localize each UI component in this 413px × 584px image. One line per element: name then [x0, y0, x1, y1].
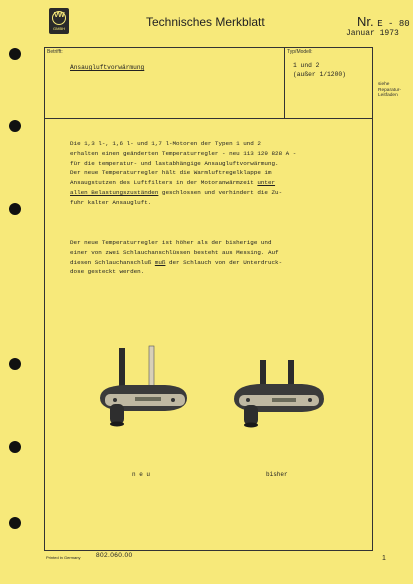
underlined-text: unter	[257, 179, 276, 187]
header-divider	[44, 118, 373, 119]
side-note-line: Reparatur-	[378, 87, 401, 93]
body-line: Der neue Temperaturregler ist höher als der bisherige und	[70, 239, 272, 246]
old-regulator-photo	[230, 355, 330, 435]
paragraph-1	[70, 139, 296, 208]
document-date: Januar 1973	[346, 29, 399, 38]
logo-brand: VW	[53, 12, 65, 19]
body-line: für die temperatur- und lastabhängige Ansaugluftvorwärmung.	[70, 159, 279, 167]
body-line: allen Belastungszuständen geschlossen und verhindert die Zu-	[70, 188, 283, 196]
body-line: fuhr kalter Ansaugluft.	[70, 198, 152, 206]
typ-label: Typ/Modell:	[287, 49, 313, 55]
vw-logo	[49, 8, 69, 34]
punch-hole	[9, 48, 21, 60]
body-line: Ansaugstutzen des Luftfilters in der Motoranwärmzeit unter	[70, 179, 276, 187]
side-note-line: Leitfaden	[378, 93, 398, 99]
body-line: Der neue Temperaturregler hält die Warmluftregelklappe im	[70, 169, 272, 177]
content-frame	[44, 47, 373, 551]
paragraph-2	[70, 238, 282, 277]
body-line: einer von zwei Schlauchanschlüssen besteht aus Messing. Auf	[70, 248, 279, 256]
typ-line-2: (außer 1/1200)	[293, 71, 346, 78]
caption-new: n e u	[132, 471, 151, 478]
printed-in: Printed in Germany	[46, 555, 81, 560]
body-line: erhalten einen geänderten Temperaturregler - neu 113 129 828 A -	[70, 149, 297, 157]
document-number	[357, 14, 410, 29]
betreff-value: Ansaugluftvorwärmung	[70, 64, 145, 71]
punch-hole	[9, 203, 21, 215]
punch-hole	[9, 441, 21, 453]
body-line: diesen Schlauchanschluß muß der Schlauch von der Unterdruck-	[70, 258, 283, 266]
logo-subtext: GMBH	[53, 26, 65, 31]
body-line: Die 1,3 l-, 1,6 l- und 1,7 l-Motoren der Typen 1 und 2	[70, 140, 261, 147]
betreff-label: Betrifft:	[47, 49, 63, 55]
page-number: 1	[382, 555, 386, 562]
underlined-text: muß	[154, 258, 166, 266]
nr-value: E - 80	[377, 19, 410, 29]
side-note-line: siehe	[378, 82, 390, 87]
body-line: dose gesteckt werden.	[70, 268, 145, 276]
typ-value	[293, 61, 346, 79]
punch-hole	[9, 517, 21, 529]
punch-hole	[9, 120, 21, 132]
document-title: Technisches Merkblatt	[146, 15, 265, 29]
field-divider	[284, 47, 285, 118]
underlined-text: allen Belastungszuständen	[70, 188, 159, 196]
document-code: 802.060.00	[96, 552, 133, 559]
caption-old: bisher	[266, 471, 288, 478]
nr-label: Nr.	[357, 14, 374, 29]
new-regulator-photo	[95, 340, 195, 432]
typ-line-1: 1 und 2	[293, 62, 320, 69]
punch-hole	[9, 358, 21, 370]
side-note	[378, 82, 401, 99]
